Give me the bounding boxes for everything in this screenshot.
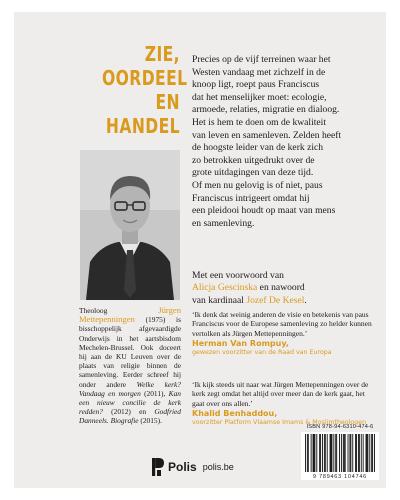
publisher-url: polis.be xyxy=(202,462,234,472)
book-title-3: Godfried Danneels. Biografie xyxy=(79,407,181,426)
barcode-bar xyxy=(336,434,337,472)
blurb-line: knoop ligt, roept paus Franciscus xyxy=(192,79,320,91)
barcode-bar xyxy=(369,434,370,472)
blurb-line: Precies op de vijf terreinen waar het xyxy=(192,54,331,65)
blurb-line: zo betrokken uitgedrukt over de xyxy=(192,154,315,166)
barcode-bar xyxy=(308,434,309,472)
barcode-bar xyxy=(343,434,344,472)
bio-text: (2012) en xyxy=(102,407,155,417)
blurb-line: een pleidooi houdt op maat van mens xyxy=(192,205,336,217)
author-bio xyxy=(79,306,181,426)
blurb-line: de hoogste leider van de kerk zich xyxy=(192,142,324,154)
foreword-intro: Met een voorwoord van xyxy=(192,270,284,281)
bio-lead: Theoloog xyxy=(79,306,159,315)
author-portrait-illustration xyxy=(80,150,180,300)
barcode-bar xyxy=(314,434,315,472)
foreword-end: . xyxy=(304,294,307,306)
barcode-bar xyxy=(335,434,336,472)
barcode-bar xyxy=(339,434,340,472)
quote-author: Herman Van Rompuy, xyxy=(192,339,289,349)
barcode-bar xyxy=(319,434,320,472)
barcode-bar xyxy=(355,434,356,472)
barcode-bar xyxy=(314,434,315,472)
polis-logo-icon xyxy=(152,458,164,476)
foreword-prep: van kardinaal xyxy=(192,294,247,306)
barcode-bar xyxy=(361,434,362,472)
book-back-cover xyxy=(14,12,386,488)
barcode-bar xyxy=(330,434,331,472)
quote-author: Khalid Benhaddou, xyxy=(192,409,278,419)
endorsement-quote xyxy=(192,380,378,427)
barcode-bar xyxy=(359,434,360,472)
quote-text: ‘Ik kijk steeds uit naar wat Jürgen Mettepenningen over de kerk zegt omdat het altijd over meer dan de kerk gaat, het gaat over ons allen.’ xyxy=(192,380,369,408)
barcode-bar xyxy=(372,434,373,472)
author-portrait xyxy=(80,150,180,300)
title-line: ZIE, xyxy=(144,42,180,66)
barcode-bar xyxy=(371,434,372,472)
title-line: OORDEEL xyxy=(102,66,188,90)
barcode-bar xyxy=(331,434,332,472)
barcode-bar xyxy=(341,434,342,472)
barcode-bar xyxy=(358,434,359,472)
barcode-bar xyxy=(344,434,345,472)
book-title-1: Welke kerk? Vandaag en morgen xyxy=(79,379,182,398)
barcode-bar xyxy=(366,434,367,472)
blurb-line: Westen vandaag met zichzelf in de xyxy=(192,66,326,78)
quote-author-role: voorzitter Platform Vlaamse Imams & Moslimtheologen xyxy=(192,418,367,426)
barcode-bar xyxy=(331,434,332,472)
barcode-bar xyxy=(345,434,346,472)
blurb-line: armoede, relaties, migratie en dialoog. xyxy=(192,104,340,116)
author-name: Jürgen Mettepenningen xyxy=(79,305,181,325)
bio-text: (1975) is bisschoppelijk afgevaardigde Onderwijs in het aartsbisdom Mechelen-Brussel. Ook doceert hij aan de KU Leuven over de plaats van religie binnen de samenleving. Eerder schreef hij onder andere xyxy=(79,315,181,389)
foreword-author: Alicja Gescinska xyxy=(192,282,258,294)
afterword-author: Jozef De Kesel xyxy=(246,294,305,306)
blurb-line: grote uitdagingen van deze tijd. xyxy=(192,167,314,179)
quote-text: ‘Ik denk dat weinig anderen de visie en betekenis van paus Franciscus voor de Europese samenleving zo helder kunnen vertolken als Jürgen Mettepenningen.’ xyxy=(192,310,372,338)
barcode-bar xyxy=(307,434,308,472)
barcode-bar xyxy=(367,434,368,472)
barcode-bar xyxy=(349,434,350,472)
isbn-label: ISBN 978-94-6310-474-6 xyxy=(306,424,374,430)
foreword-credits xyxy=(192,270,378,307)
barcode-bar xyxy=(320,434,321,472)
barcode-bar xyxy=(352,434,353,472)
barcode-digits: 9 789463 104746 xyxy=(301,474,379,480)
barcode-bar xyxy=(366,434,367,472)
quote-author-role: gewezen voorzitter van de Raad van Europa xyxy=(192,348,332,356)
barcode-bar xyxy=(333,434,334,472)
book-title-2: Kan een nieuw concilie de kerk redden? xyxy=(79,388,181,417)
blurb-line: van leven en samenleven. Zelden heeft xyxy=(192,129,342,141)
barcode-bar xyxy=(374,434,375,472)
barcode-bar xyxy=(356,434,357,472)
barcode-bar xyxy=(305,434,306,472)
publisher-name: Polis xyxy=(168,460,197,474)
barcode-bar xyxy=(311,434,312,472)
barcode-bar xyxy=(348,434,349,472)
barcode-bar xyxy=(350,434,351,472)
title-line: EN xyxy=(155,90,180,114)
barcode-bar xyxy=(327,434,328,472)
foreword-conj: en nawoord xyxy=(257,282,305,294)
blurb xyxy=(192,54,378,230)
barcode-bars xyxy=(301,432,379,474)
barcode-bar xyxy=(324,434,325,472)
publisher xyxy=(152,456,234,478)
barcode-bar xyxy=(325,434,326,472)
endorsement-quote xyxy=(192,310,378,357)
barcode-bar xyxy=(322,434,323,472)
bio-text: (2011), xyxy=(140,388,169,398)
bio-text: (2015). xyxy=(138,416,162,426)
blurb-line: Het is hem te doen om de kwaliteit xyxy=(192,116,327,128)
barcode-bar xyxy=(363,434,364,472)
blurb-line: dat het menselijker moet: ecologie, xyxy=(192,91,327,103)
blurb-line: Franciscus intrigeert omdat hij xyxy=(192,192,310,204)
blurb-line: en samenleving. xyxy=(192,217,255,229)
barcode-bar xyxy=(313,434,314,472)
barcode xyxy=(301,432,379,474)
title-line: HANDEL xyxy=(105,114,180,138)
blurb-line: Of men nu gelovig is of niet, paus xyxy=(192,179,323,191)
barcode-bar xyxy=(316,434,317,472)
book-title xyxy=(102,42,188,138)
